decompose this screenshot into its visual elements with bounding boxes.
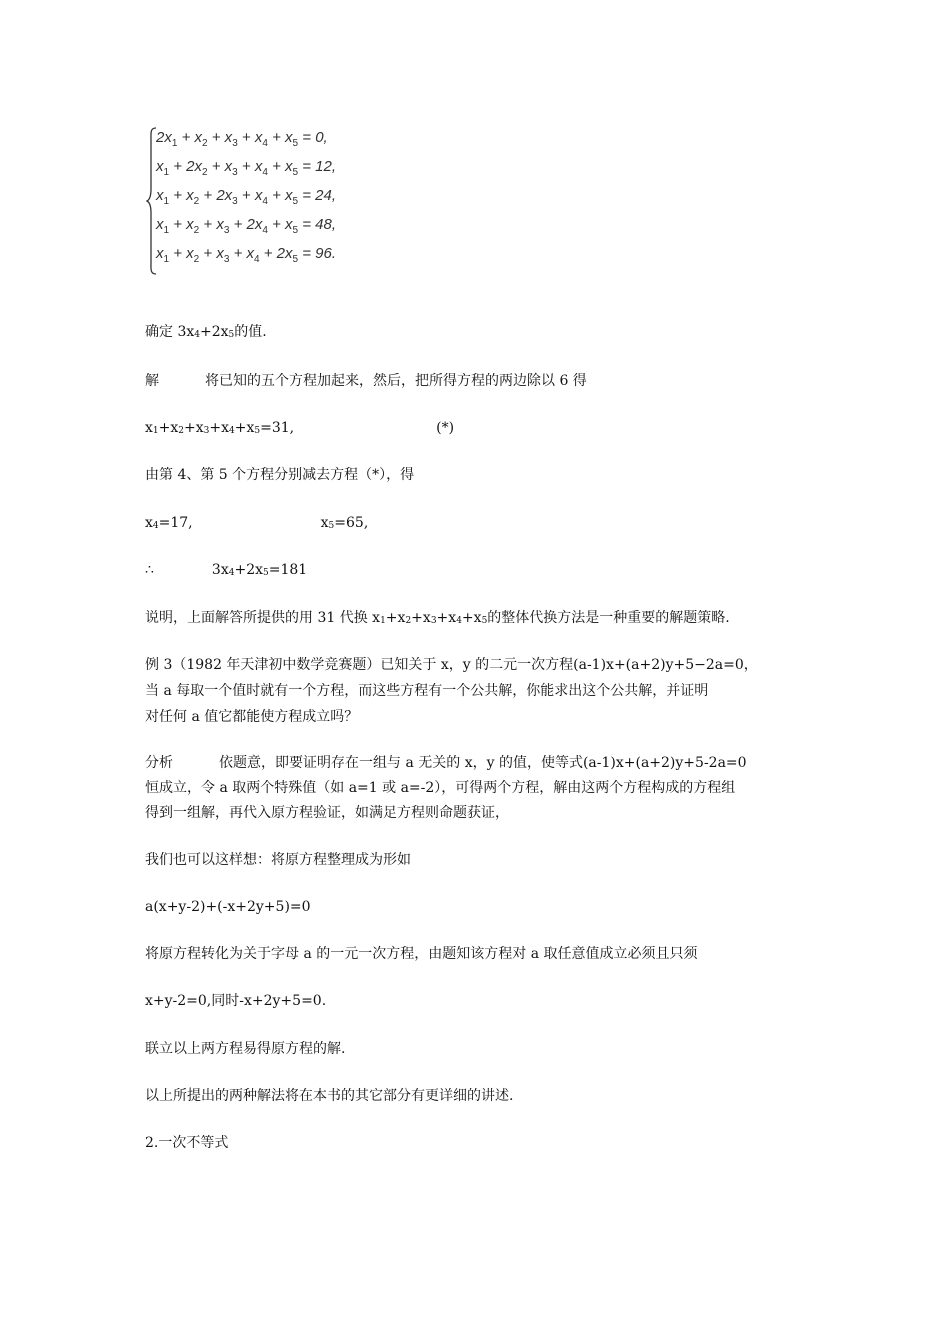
- solution-label: 解: [145, 373, 159, 389]
- analysis-line-1: 分析 依题意，即要证明存在一组与 a 无关的 x，y 的值，使等式(a-1)x+(a+2)y+5-2a=0: [145, 755, 747, 771]
- analysis-line-2: 恒成立，令 a 取两个特殊值（如 a=1 或 a=-2），可得两个方程，解由这两个方程构成的方程组: [145, 780, 736, 796]
- analysis-label: 分析: [145, 755, 173, 771]
- therefore-line: ∴ $3x_4+2x_5=181$: [145, 562, 308, 578]
- determine-line: 确定 $3x_4+2x_5$的值.: [145, 324, 267, 340]
- equation-line-5: $x_1 + x_2 + x_3 + x_4 + 2x_5 = 96$.: [156, 245, 337, 265]
- solution-line: 解 将已知的五个方程加起来，然后，把所得方程的两边除以 6 得: [145, 373, 587, 389]
- condition-line: x+y-2=0,同时-x+2y+5=0.: [145, 993, 327, 1009]
- analysis-line-3: 得到一组解，再代入原方程验证，如满足方程则命题获证，: [145, 805, 509, 821]
- sum-equation-line: $x_1+x_2+x_3+x_4+x_5=31$, (*): [145, 420, 455, 436]
- therefore-symbol: ∴: [145, 562, 154, 578]
- example3-line-3: 对任何 a 值它都能使方程成立吗？: [145, 709, 359, 725]
- explanation-line: 说明，上面解答所提供的用 31 代换 $x_1+x_2+x_3+x_4+x_5$的整体代换方法是一种重要的解题策略.: [145, 610, 730, 626]
- equation-marker: (*): [436, 420, 455, 436]
- equation-system: [146, 127, 446, 275]
- equation-line-1: $2x_1 + x_2 + x_3 + x_4 + x_5 = 0$,: [156, 129, 328, 149]
- example3-line-1: 例 3（1982 年天津初中数学竞赛题）已知关于 x，y 的二元一次方程(a-1)x+(a+2)y+5−2a=0，: [145, 657, 758, 673]
- form-equation: a(x+y-2)+(-x+2y+5)=0: [145, 899, 311, 915]
- equation-line-2: $x_1 + 2x_2 + x_3 + x_4 + x_5 = 12$,: [156, 158, 337, 178]
- section-heading: 2.一次不等式: [145, 1135, 229, 1151]
- equation-line-3: $x_1 + x_2 + 2x_3 + x_4 + x_5 = 24$,: [156, 187, 337, 207]
- subtract-line: 由第 4、第 5 个方程分别减去方程（*），得: [145, 467, 415, 483]
- values-line: $x_4=17$, $x_5=65$,: [145, 515, 369, 531]
- example3-line-2: 当 a 每取一个值时就有一个方程，而这些方程有一个公共解，你能求出这个公共解，并证明: [145, 683, 709, 699]
- think-line: 我们也可以这样想：将原方程整理成为形如: [145, 852, 411, 868]
- combine-line: 联立以上两方程易得原方程的解.: [145, 1041, 346, 1057]
- more-details-line: 以上所提出的两种解法将在本书的其它部分有更详细的讲述.: [145, 1088, 514, 1104]
- equation-line-4: $x_1 + x_2 + x_3 + 2x_4 + x_5 = 48$,: [156, 216, 337, 236]
- convert-line: 将原方程转化为关于字母 a 的一元一次方程，由题知该方程对 a 取任意值成立必须且只须: [145, 946, 698, 962]
